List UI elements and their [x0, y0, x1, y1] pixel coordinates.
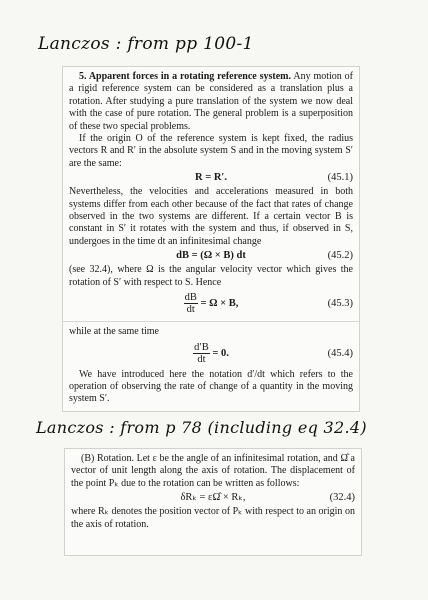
section-paragraph-1: [69, 71, 353, 133]
equation-32-4: δRₖ = εΩ̂ × Rₖ, (32.4): [71, 490, 355, 506]
fraction: $\frac{dB}{dt}$: [184, 292, 197, 316]
eq-number: (32.4): [329, 492, 355, 504]
equation-45-4: $\frac{d'B}{dt}$ = 0. (45.4): [69, 339, 353, 369]
equation-45-3: $\frac{dB}{dt}$ = Ω × B, (45.3): [69, 289, 353, 319]
eq-number: (45.1): [327, 172, 353, 184]
fraction: $\frac{d'B}{dt}$: [194, 341, 209, 365]
book-excerpt-32: [64, 448, 362, 556]
para-5: while at the same time: [69, 326, 159, 338]
para-2: If the origin O of the reference system is kept fixed, the radius vectors R and R′ in the absolute system S and in the moving system S′ are the same:: [69, 133, 353, 169]
section-title: 5. Apparent forces in a rotating reference system.: [79, 71, 291, 82]
para-4: (see 32.4), where Ω is the angular velocity vector which gives the rotation of S′ with respect to S. Hence: [69, 264, 353, 288]
rotation-paragraph: (B) Rotation. Let ε be the angle of an infinitesimal rotation, and Ω̂ a vector of unit length along the axis of rotation. The displacement of the point Pₖ due to the rotation can be written as follows:: [71, 453, 355, 489]
para-3: Nevertheless, the velocities and accelerations measured in both systems differ from each other because of the fact that rates of change observed in the two systems are different. If a certain vector B is constant in S′ it rotates with the system and thus, if observed in S, undergoes in the time dt an infinitesimal change: [69, 186, 353, 247]
handwritten-note-top: Lanczos : from pp 100-1: [38, 34, 254, 54]
book-excerpt-45: [62, 66, 360, 412]
equation-45-2: dB = (Ω × B) dt (45.2): [69, 248, 353, 264]
para-1-text: Any motion of a rigid reference system can be considered as a translation plus a rotation. After studying a pure translation of the system we now deal with the case of pure rotation. The general problem is a superposition of these two special problems.: [69, 71, 353, 132]
eq-number: (45.4): [327, 347, 353, 359]
equation-45-1: R = R′. (45.1): [69, 170, 353, 186]
eq-number: (45.3): [327, 298, 353, 310]
eq-number: (45.2): [327, 250, 353, 262]
rotation-paragraph-2: where Rₖ denotes the position vector of Pₖ with respect to an origin on the axis of rotation.: [71, 506, 355, 530]
para-6: We have introduced here the notation d′/dt which refers to the operation of observing the rate of change of a quantity in the moving system S′.: [69, 368, 353, 405]
handwritten-note-middle: Lanczos : from p 78 (including eq 32.4): [36, 418, 367, 437]
